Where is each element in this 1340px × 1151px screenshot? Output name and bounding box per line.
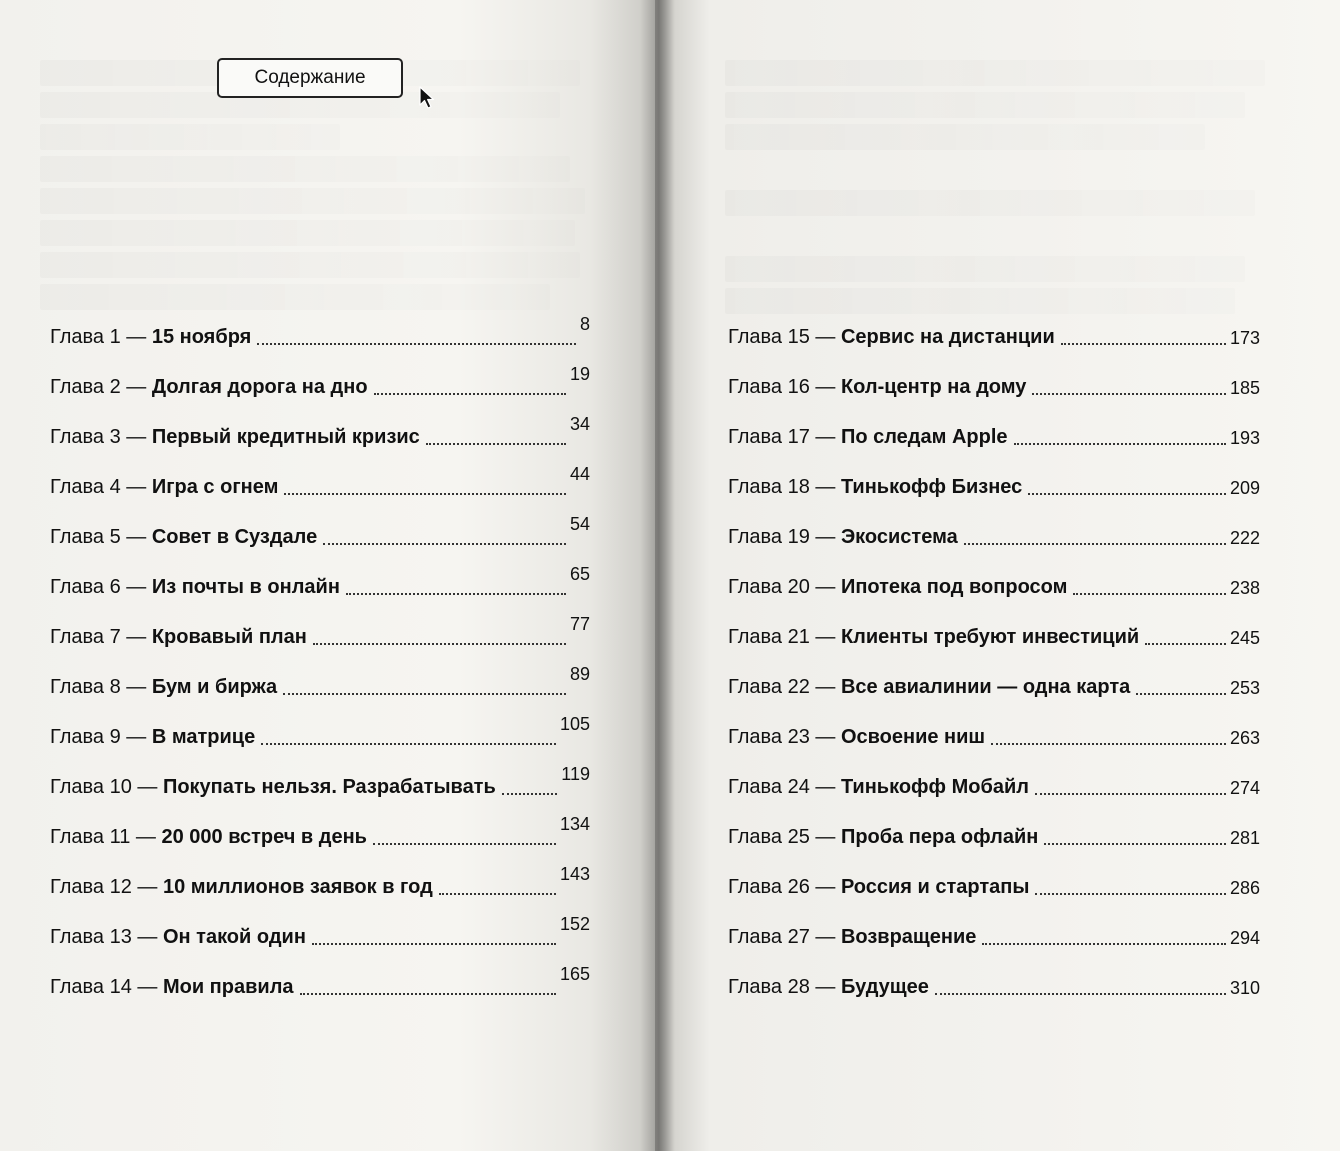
toc-entry-label	[50, 976, 294, 999]
chapter-separator: —	[815, 576, 836, 598]
page-number: 65	[569, 564, 590, 584]
toc-entry-label	[50, 926, 306, 949]
toc-entry[interactable]	[50, 305, 590, 355]
toc-entry[interactable]	[728, 555, 1260, 605]
toc-entry-label	[728, 776, 1029, 799]
dot-leader	[373, 843, 556, 845]
chapter-title: Проба пера офлайн	[840, 826, 1039, 848]
dot-leader	[374, 393, 566, 395]
toc-entry-label	[50, 426, 420, 449]
chapter-number: Глава 21	[728, 626, 810, 648]
dot-leader	[1061, 343, 1226, 345]
chapter-title: Из почты в онлайн	[151, 576, 340, 598]
contents-button[interactable]: Содержание	[217, 58, 403, 98]
toc-entry[interactable]	[50, 355, 590, 405]
toc-entry-label	[728, 726, 985, 749]
chapter-title: Экосистема	[840, 526, 958, 548]
toc-entry[interactable]	[728, 305, 1260, 355]
toc-entry-label	[728, 326, 1055, 349]
dot-leader	[261, 743, 556, 745]
page-number: 54	[569, 514, 590, 534]
dot-leader	[439, 893, 556, 895]
chapter-number: Глава 7	[50, 626, 121, 648]
page-number: 310	[1229, 978, 1260, 998]
chapter-number: Глава 6	[50, 576, 121, 598]
toc-entry[interactable]	[50, 755, 590, 805]
dot-leader	[300, 993, 556, 995]
page-number: 253	[1229, 678, 1260, 698]
chapter-title: 15 ноября	[151, 326, 252, 348]
chapter-separator: —	[126, 676, 147, 698]
toc-entry-label	[728, 826, 1038, 849]
page-number: 143	[559, 864, 590, 884]
page-number: 44	[569, 464, 590, 484]
chapter-separator: —	[137, 976, 158, 998]
chapter-separator: —	[126, 576, 147, 598]
dot-leader	[1014, 443, 1226, 445]
chapter-separator: —	[815, 926, 836, 948]
dot-leader	[991, 743, 1226, 745]
chapter-separator: —	[126, 426, 147, 448]
toc-entry[interactable]	[50, 555, 590, 605]
chapter-number: Глава 15	[728, 326, 810, 348]
toc-entry[interactable]	[50, 455, 590, 505]
chapter-title: Кровавый план	[151, 626, 307, 648]
chapter-title: В матрице	[151, 726, 256, 748]
table-of-contents-right	[728, 305, 1260, 1005]
toc-entry[interactable]	[728, 355, 1260, 405]
toc-entry[interactable]	[728, 705, 1260, 755]
page-number: 245	[1229, 628, 1260, 648]
chapter-separator: —	[815, 676, 836, 698]
toc-entry[interactable]	[50, 405, 590, 455]
chapter-number: Глава 22	[728, 676, 810, 698]
chapter-title: Освоение ниш	[840, 726, 986, 748]
chapter-title: Мои правила	[162, 976, 294, 998]
chapter-number: Глава 2	[50, 376, 121, 398]
toc-entry[interactable]	[728, 455, 1260, 505]
mouse-pointer-icon	[419, 86, 437, 110]
chapter-separator: —	[815, 726, 836, 748]
chapter-number: Глава 17	[728, 426, 810, 448]
chapter-number: Глава 26	[728, 876, 810, 898]
chapter-separator: —	[126, 476, 147, 498]
chapter-separator: —	[137, 926, 158, 948]
page-number: 193	[1229, 428, 1260, 448]
chapter-separator: —	[137, 876, 158, 898]
chapter-number: Глава 8	[50, 676, 121, 698]
chapter-separator: —	[126, 376, 147, 398]
chapter-separator: —	[126, 526, 147, 548]
dot-leader	[1136, 693, 1226, 695]
bleed-through-text-right	[725, 60, 1285, 320]
dot-leader	[1073, 593, 1226, 595]
toc-entry-label	[728, 676, 1130, 699]
bleed-through-text	[40, 60, 600, 316]
page-number: 105	[559, 714, 590, 734]
toc-entry-label	[50, 826, 367, 849]
dot-leader	[1035, 893, 1226, 895]
toc-entry-label	[728, 926, 976, 949]
chapter-number: Глава 12	[50, 876, 132, 898]
page-number: 34	[569, 414, 590, 434]
toc-entry-label	[50, 626, 307, 649]
chapter-number: Глава 10	[50, 776, 132, 798]
toc-entry-label	[50, 476, 278, 499]
dot-leader	[1145, 643, 1226, 645]
chapter-number: Глава 4	[50, 476, 121, 498]
chapter-separator: —	[137, 776, 158, 798]
dot-leader	[1035, 793, 1226, 795]
toc-entry[interactable]	[728, 855, 1260, 905]
page-number: 185	[1229, 378, 1260, 398]
toc-entry-label	[50, 726, 255, 749]
dot-leader	[1044, 843, 1226, 845]
toc-entry[interactable]	[728, 805, 1260, 855]
page-number: 222	[1229, 528, 1260, 548]
chapter-title: Ипотека под вопросом	[840, 576, 1068, 598]
page-number: 165	[559, 964, 590, 984]
toc-entry-label	[728, 976, 929, 999]
page-number: 238	[1229, 578, 1260, 598]
chapter-title: Тинькофф Бизнес	[840, 476, 1023, 498]
chapter-title: Долгая дорога на дно	[151, 376, 368, 398]
dot-leader	[426, 443, 566, 445]
toc-entry-label	[50, 326, 251, 349]
page-number: 286	[1229, 878, 1260, 898]
page-number: 134	[559, 814, 590, 834]
page-number: 274	[1229, 778, 1260, 798]
dot-leader	[502, 793, 558, 795]
toc-entry-label	[728, 376, 1026, 399]
toc-entry[interactable]	[728, 405, 1260, 455]
toc-entry[interactable]	[50, 655, 590, 705]
page-number: 281	[1229, 828, 1260, 848]
chapter-title: Тинькофф Мобайл	[840, 776, 1029, 798]
toc-entry[interactable]	[728, 955, 1260, 1005]
chapter-title: Возвращение	[840, 926, 977, 948]
toc-entry-label	[728, 476, 1022, 499]
chapter-separator: —	[815, 476, 836, 498]
page-number: 294	[1229, 928, 1260, 948]
book-gutter	[640, 0, 674, 1151]
table-of-contents-left	[50, 305, 590, 1005]
dot-leader	[346, 593, 566, 595]
chapter-separator: —	[815, 376, 836, 398]
dot-leader	[284, 493, 566, 495]
dot-leader	[1028, 493, 1226, 495]
chapter-title: Клиенты требуют инвестиций	[840, 626, 1140, 648]
toc-entry-label	[50, 876, 433, 899]
chapter-number: Глава 14	[50, 976, 132, 998]
chapter-title: Россия и стартапы	[840, 876, 1030, 898]
chapter-title: Все авиалинии — одна карта	[840, 676, 1131, 698]
toc-entry[interactable]	[728, 905, 1260, 955]
toc-entry[interactable]	[728, 505, 1260, 555]
chapter-number: Глава 23	[728, 726, 810, 748]
toc-entry-label	[50, 376, 368, 399]
dot-leader	[935, 993, 1226, 995]
chapter-title: Совет в Суздале	[151, 526, 318, 548]
chapter-separator: —	[815, 526, 836, 548]
chapter-separator: —	[815, 876, 836, 898]
chapter-title: Первый кредитный кризис	[151, 426, 420, 448]
chapter-number: Глава 18	[728, 476, 810, 498]
chapter-number: Глава 16	[728, 376, 810, 398]
chapter-separator: —	[815, 826, 836, 848]
toc-entry-label	[728, 876, 1029, 899]
toc-entry[interactable]	[50, 805, 590, 855]
page-number: 19	[569, 364, 590, 384]
chapter-number: Глава 13	[50, 926, 132, 948]
chapter-title: Сервис на дистанции	[840, 326, 1055, 348]
chapter-number: Глава 11	[50, 826, 131, 848]
toc-entry-label	[728, 626, 1139, 649]
chapter-separator: —	[815, 626, 836, 648]
chapter-title: Игра с огнем	[151, 476, 279, 498]
page-number: 152	[559, 914, 590, 934]
chapter-separator: —	[815, 776, 836, 798]
page-number: 89	[569, 664, 590, 684]
chapter-title: Он такой один	[162, 926, 306, 948]
dot-leader	[312, 943, 556, 945]
chapter-number: Глава 24	[728, 776, 810, 798]
dot-leader	[1032, 393, 1226, 395]
toc-entry-label	[50, 776, 496, 799]
page-number: 173	[1229, 328, 1260, 348]
chapter-title: 10 миллионов заявок в год	[162, 876, 433, 898]
page-number: 209	[1229, 478, 1260, 498]
chapter-number: Глава 25	[728, 826, 810, 848]
chapter-title: Кол-центр на дому	[840, 376, 1027, 398]
chapter-title: Бум и биржа	[151, 676, 278, 698]
chapter-number: Глава 19	[728, 526, 810, 548]
dot-leader	[257, 343, 576, 345]
chapter-number: Глава 28	[728, 976, 810, 998]
chapter-separator: —	[126, 726, 147, 748]
chapter-separator: —	[135, 826, 156, 848]
toc-entry[interactable]	[728, 755, 1260, 805]
dot-leader	[283, 693, 566, 695]
chapter-title: Будущее	[840, 976, 929, 998]
chapter-separator: —	[126, 626, 147, 648]
chapter-title: По следам Apple	[840, 426, 1008, 448]
chapter-number: Глава 5	[50, 526, 121, 548]
toc-entry[interactable]	[50, 955, 590, 1005]
chapter-number: Глава 20	[728, 576, 810, 598]
dot-leader	[323, 543, 566, 545]
toc-entry-label	[728, 576, 1067, 599]
dot-leader	[982, 943, 1226, 945]
toc-entry-label	[50, 576, 340, 599]
toc-entry-label	[728, 426, 1008, 449]
toc-entry-label	[728, 526, 958, 549]
toc-entry[interactable]	[50, 505, 590, 555]
dot-leader	[313, 643, 566, 645]
page-number: 8	[579, 314, 590, 334]
toc-entry[interactable]	[50, 855, 590, 905]
toc-entry[interactable]	[728, 655, 1260, 705]
toc-entry[interactable]	[50, 605, 590, 655]
chapter-title: 20 000 встреч в день	[161, 826, 367, 848]
chapter-title: Покупать нельзя. Разрабатывать	[162, 776, 496, 798]
toc-entry[interactable]	[50, 705, 590, 755]
chapter-separator: —	[815, 326, 836, 348]
toc-entry-label	[50, 676, 277, 699]
chapter-number: Глава 3	[50, 426, 121, 448]
chapter-separator: —	[815, 426, 836, 448]
toc-entry-label	[50, 526, 317, 549]
chapter-number: Глава 27	[728, 926, 810, 948]
chapter-separator: —	[126, 326, 147, 348]
dot-leader	[964, 543, 1226, 545]
page-number: 119	[561, 764, 590, 784]
toc-entry[interactable]	[50, 905, 590, 955]
page-number: 263	[1229, 728, 1260, 748]
page-number: 77	[569, 614, 590, 634]
chapter-number: Глава 1	[50, 326, 121, 348]
chapter-number: Глава 9	[50, 726, 121, 748]
chapter-separator: —	[815, 976, 836, 998]
toc-entry[interactable]	[728, 605, 1260, 655]
